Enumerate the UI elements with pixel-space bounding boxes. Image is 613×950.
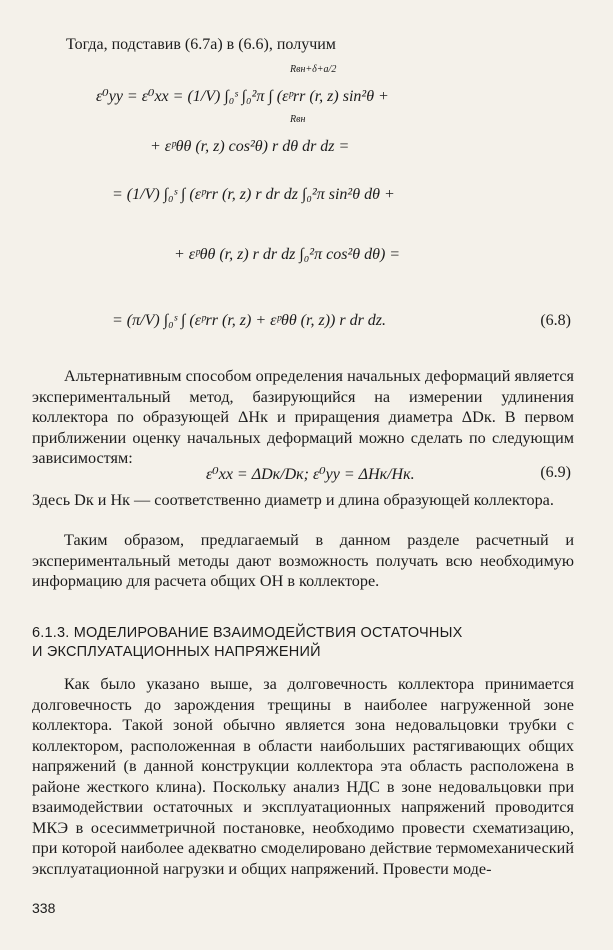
paragraph-alternative-method bbox=[32, 366, 574, 469]
paragraph-conclusion bbox=[32, 530, 574, 592]
equation-6-8-line-3: = (1/V) ∫₀ˢ ∫ (εᵖrr (r, z) r dr dz ∫₀²π sin²θ dθ + bbox=[112, 186, 395, 203]
page-number: 338 bbox=[32, 900, 56, 916]
section-heading-line-2: И ЭКСПЛУАТАЦИОННЫХ НАПРЯЖЕНИЙ bbox=[32, 644, 321, 660]
equation-6-8-line-1: ε⁰yy = ε⁰xx = (1/V) ∫₀ˢ ∫₀²π ∫ (εᵖrr (r, z) sin²θ + bbox=[96, 88, 389, 105]
lead-text: Тогда, подставив (6.7а) в (6.6), получим bbox=[66, 36, 336, 53]
equation-number-6-9: (6.9) bbox=[540, 464, 571, 481]
section-heading-line-1: 6.1.3. МОДЕЛИРОВАНИЕ ВЗАИМОДЕЙСТВИЯ ОСТАТОЧНЫХ bbox=[32, 625, 463, 641]
lower-limit-label: Rвн bbox=[290, 114, 306, 125]
paragraph-durability bbox=[32, 674, 574, 879]
equation-6-8-line-4: + εᵖθθ (r, z) r dr dz ∫₀²π cos²θ dθ) = bbox=[174, 246, 401, 263]
equation-number-6-8: (6.8) bbox=[540, 312, 571, 329]
equation-6-8-line-5: = (π/V) ∫₀ˢ ∫ (εᵖrr (r, z) + εᵖθθ (r, z)) r dr dz. bbox=[112, 312, 387, 329]
equation-6-9: ε⁰xx = ΔDк/Dк; ε⁰yy = ΔHк/Hк. bbox=[206, 466, 415, 483]
equation-6-8-line-2: + εᵖθθ (r, z) cos²θ) r dθ dr dz = bbox=[150, 138, 350, 155]
paragraph-notation-text: Здесь Dк и Hк — соответственно диаметр и длина образующей коллектора. bbox=[32, 491, 554, 509]
section-heading bbox=[32, 624, 463, 662]
upper-limit-label: Rвн+δ+a/2 bbox=[290, 64, 337, 75]
paragraph-conclusion-text: Таким образом, предлагаемый в данном разделе расчетный и экспериментальный методы дают возможность получать всю необходимую информацию для расчета общих ОН в коллекторе. bbox=[32, 531, 574, 590]
paragraph-notation bbox=[32, 490, 574, 511]
paragraph-alternative-method-text: Альтернативным способом определения начальных деформаций является экспериментальный метод, базирующийся на измерении удлинения коллектора по образующей ΔHк и приращения диаметра ΔDк. В первом приближении оценку начальных деформаций можно сделать по следующим зависимостям: bbox=[32, 367, 574, 467]
paragraph-durability-text: Как было указано выше, за долговечность коллектора принимается долговечность до зарождения трещины в наиболее нагруженной зоне коллектора. Такой зоной обычно является зона недовальцовки трубки с коллектором, расположенная в области наибольших растягивающих общих напряжений (в данной конструкции коллектора эта область расположена в районе жесткого клина). Поскольку анализ НДС в зоне недовальцовки при взаимодействии остаточных и эксплуатационных напряжений проводится МКЭ в осесимметричной постановке, необходимо провести схематизацию, при которой наиболее адекватно смоделировано действие термомеханический эксплуатационной нагрузки и общих напряжений. Провести моде- bbox=[32, 675, 574, 878]
